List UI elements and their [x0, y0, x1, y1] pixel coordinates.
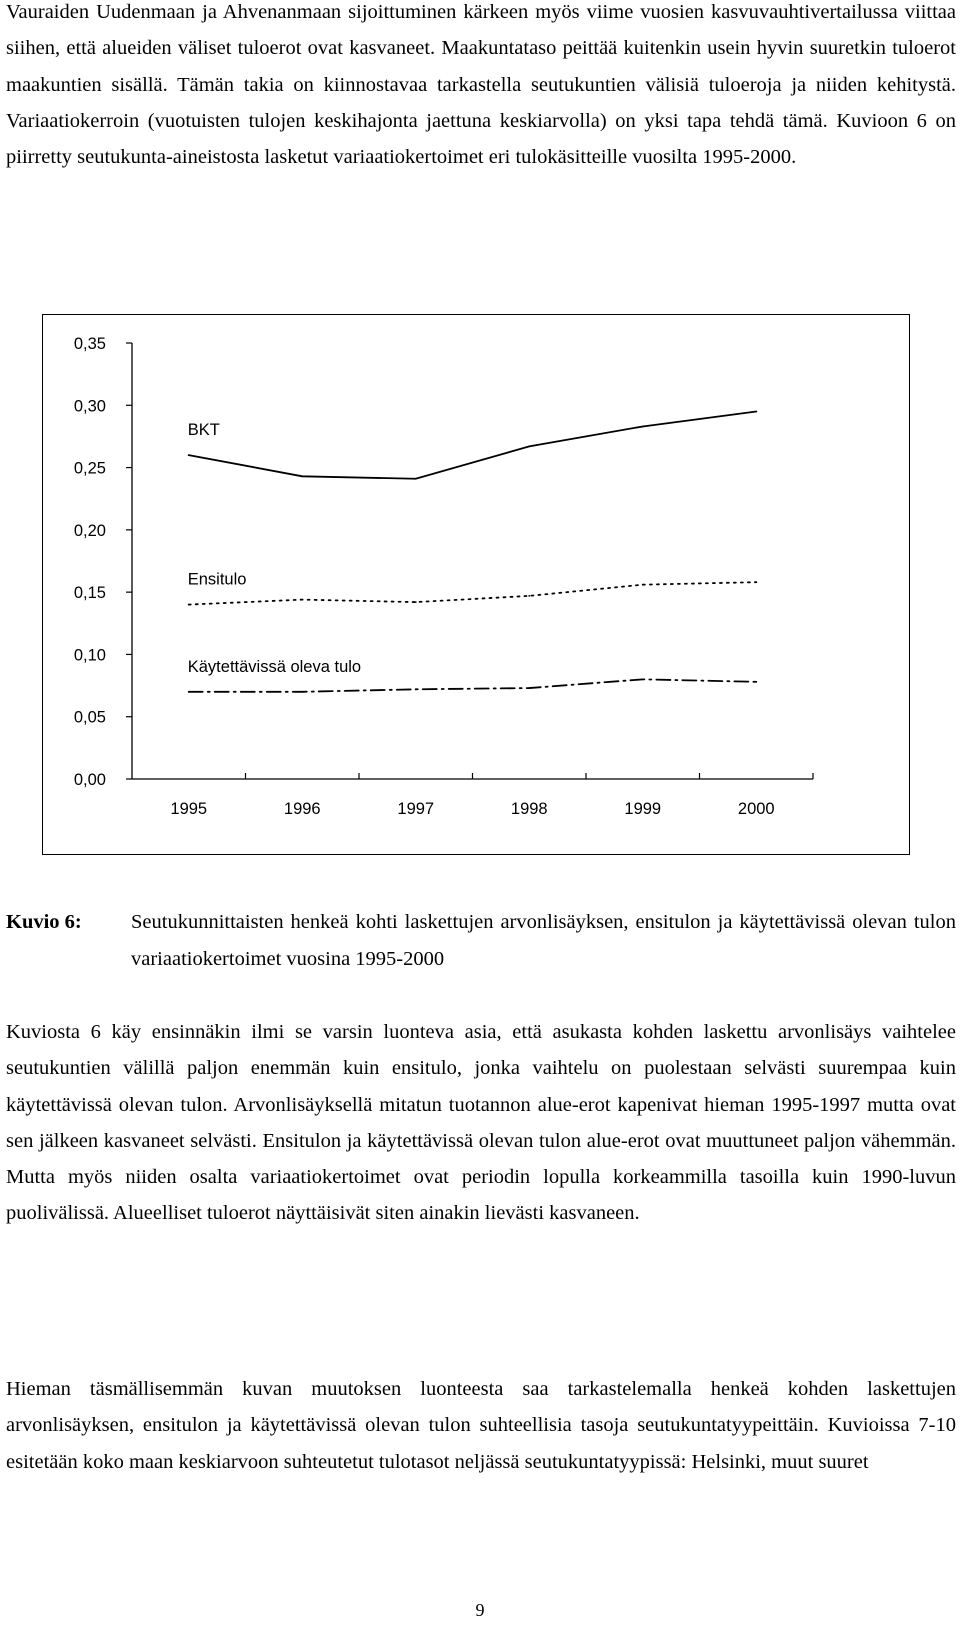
data-point	[755, 581, 757, 583]
figure-caption-text: Seutukunnittaisten henkeä kohti laskettujen arvonlisäyksen, ensitulon ja käytettävissä olevan tulon variaatiokertoimet vuosina 1995-2000	[131, 911, 956, 970]
y-tick-label: 0,00	[73, 771, 106, 789]
series-label-2: Käytettävissä oleva tulo	[187, 657, 362, 676]
page-number: 9	[475, 1600, 485, 1620]
series-line-2	[189, 679, 757, 691]
data-point	[415, 601, 417, 603]
data-point	[528, 445, 530, 447]
x-tick-label: 1996	[283, 800, 321, 818]
data-point	[642, 584, 644, 586]
y-tick-label: 0,15	[73, 584, 106, 603]
figure-6-chart	[42, 314, 910, 855]
y-tick-label: 0,35	[73, 335, 106, 353]
data-point	[528, 687, 530, 689]
data-point	[188, 691, 190, 693]
data-point	[528, 595, 530, 597]
intro-paragraph: Vauraiden Uudenmaan ja Ahvenanmaan sijoittuminen kärkeen myös viime vuosien kasvuvauhtivertailussa viittaa siihen, että alueiden väliset tuloerot ovat kasvaneet. Maakuntataso peittää kuitenkin usein hyvin suuretkin tuloerot maakuntien sisällä. Tämän takia on kiinnostavaa tarkastella seutukuntien välisiä tuloeroja ja niiden kehitystä. Variaatiokerroin (vuotuisten tulojen keskihajonta jaettuna keskiarvolla) on yksi tapa tehdä tämä. Kuvioon 6 on piirretty seutukunta-aineistosta lasketut variaatiokertoimet eri tulokäsitteille vuosilta 1995-2000.	[6, 1, 956, 169]
followup-paragraph: Hieman täsmällisemmän kuvan muutoksen luonteesta saa tarkastelemalla henkeä kohden laskettujen arvonlisäyksen, ensitulon ja käytettävissä olevan tulon suhteellisia tasoja seutukuntatyypeittäin. Kuvioissa 7-10 esitetään koko maan keskiarvoon suhteutetut tulotasot neljässä seutukuntatyypissä: Helsinki, muut suuret	[6, 1378, 956, 1473]
x-tick-label: 1998	[510, 800, 548, 818]
series-line-1	[189, 582, 757, 604]
data-point	[415, 688, 417, 690]
data-point	[642, 426, 644, 428]
data-point	[415, 478, 417, 480]
x-tick-label: 1997	[397, 800, 435, 818]
y-tick-label: 0,10	[73, 646, 106, 665]
data-point	[301, 599, 303, 601]
data-point	[301, 691, 303, 693]
x-tick-label: 2000	[737, 800, 775, 818]
y-tick-label: 0,30	[73, 397, 106, 416]
series-label-0: BKT	[187, 421, 220, 440]
series-label-1: Ensitulo	[187, 570, 247, 589]
series-line-0	[189, 412, 757, 479]
data-point	[755, 411, 757, 413]
data-point	[301, 475, 303, 477]
data-point	[188, 454, 190, 456]
figure-caption-label: Kuvio 6:	[6, 911, 82, 933]
data-point	[188, 604, 190, 606]
y-tick-label: 0,25	[73, 459, 106, 478]
x-tick-label: 1995	[170, 800, 208, 818]
y-tick-label: 0,20	[73, 521, 106, 540]
x-tick-label: 1999	[624, 800, 662, 818]
data-point	[642, 678, 644, 680]
analysis-paragraph: Kuviosta 6 käy ensinnäkin ilmi se varsin luonteva asia, että asukasta kohden laskettu arvonlisäys vaihtelee seutukuntien välillä paljon enemmän kuin ensitulo, jonka vaihtelu on puolestaan selvästi suurempaa kuin käytettävissä olevan tulon. Arvonlisäyksellä mitatun tuotannon alue-erot kapenivat hieman 1995-1997 mutta ovat sen jälkeen kasvaneet selvästi. Ensitulon ja käytettävissä olevan tulon alue-erot ovat muuttuneet paljon vähemmän. Mutta myös niiden osalta variaatiokertoimet ovat periodin lopulla korkeammilla tasoilla kuin 1990-luvun puolivälissä. Alueelliset tuloerot näyttäisivät siten ainakin lievästi kasvaneen.	[6, 1021, 956, 1225]
data-point	[755, 681, 757, 683]
y-tick-label: 0,05	[73, 708, 106, 727]
